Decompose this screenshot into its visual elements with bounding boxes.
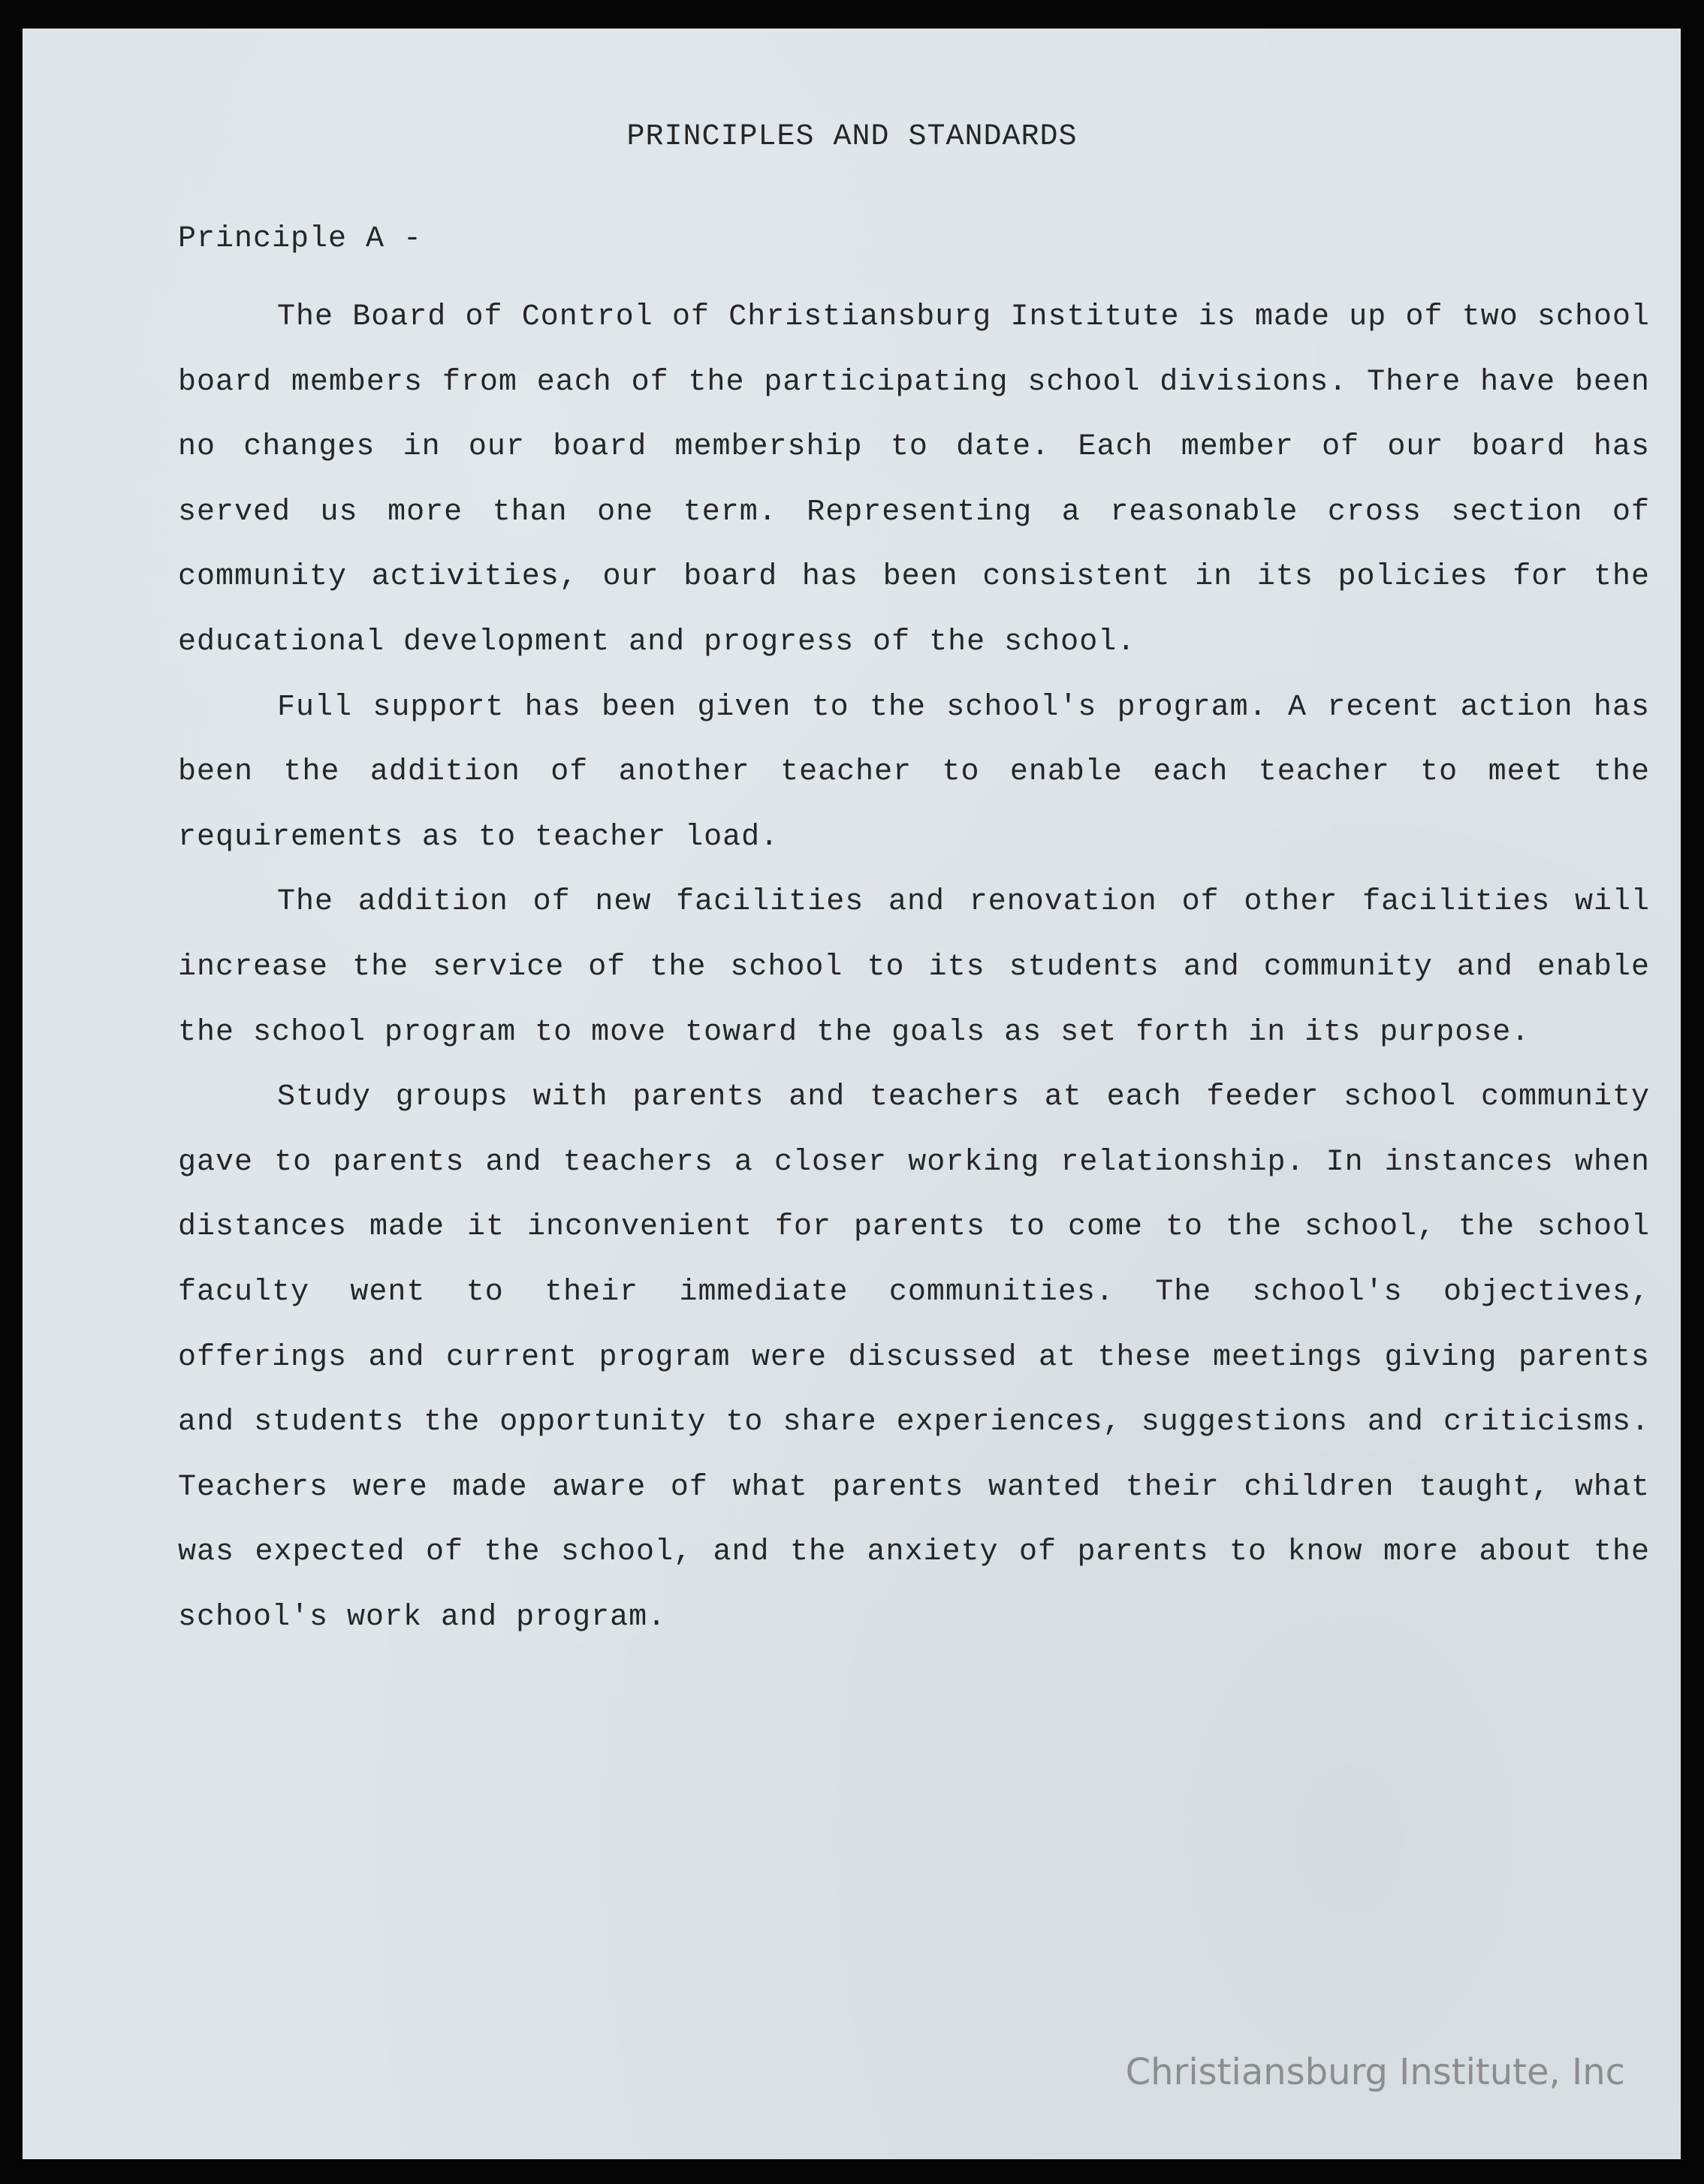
page-title: PRINCIPLES AND STANDARDS (626, 120, 1078, 154)
paragraph-study-groups: Study groups with parents and teachers at each feeder school community gave to parents and teachers a closer working relationship. In instances when distances made it inconvenient for parents to come to the school, the school faculty went to their immediate communities. The school's objectives, offerings and current program were discussed at these meetings giving parents and students the opportunity to share experiences, suggestions and criticisms. Teachers were made aware of what parents wanted their children taught, what was expected of the school, and the anxiety of parents to know more about the school's work and program. (178, 1080, 1650, 1634)
document-body (178, 285, 1650, 1650)
paragraph-facilities: The addition of new facilities and renovation of other facilities will increase the service of the school to its students and community and enable the school program to move toward the goals as set forth in its purpose. (178, 885, 1650, 1050)
principle-heading: Principle A - (178, 222, 423, 256)
paragraph-board-of-control: The Board of Control of Christiansburg Institute is made up of two school board members from each of the participating school divisions. There have been no changes in our board membership to date. Each member of our board has served us more than one term. Representing a reasonable cross section of community activities, our board has been consistent in its policies for the educational development and progress of the school. (178, 300, 1650, 659)
paragraph-program-support: Full support has been given to the school's program. A recent action has been the addition of another teacher to enable each teacher to meet the requirements as to teacher load. (178, 690, 1650, 854)
watermark: Christiansburg Institute, Inc (1125, 2051, 1625, 2093)
